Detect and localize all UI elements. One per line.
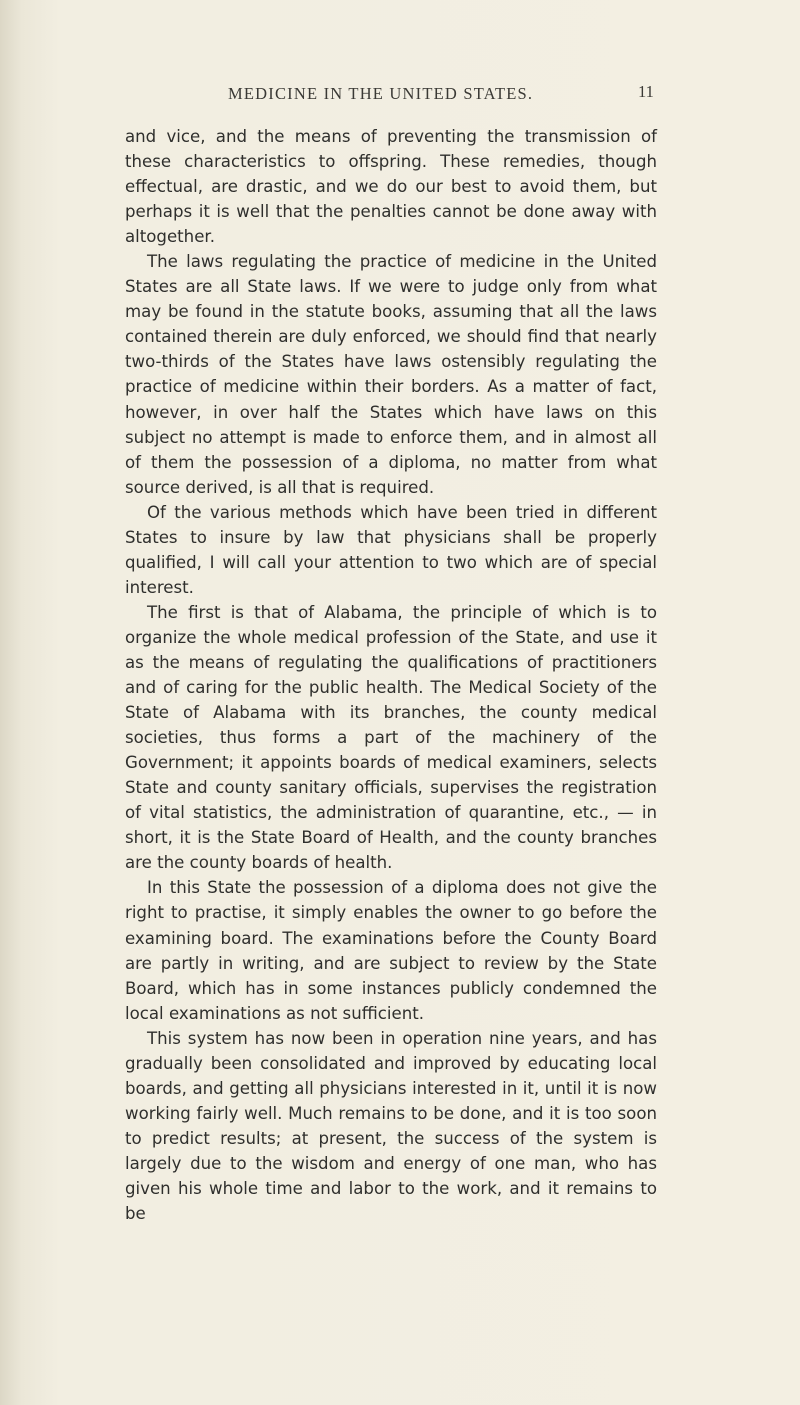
paragraph-diploma: In this State the possession of a diploma does not give the right to practise, it simply enables the owner to go before the examining board. The examinations before the County Board are partly in writing, and are subject to review by the State Board, which has in some instances publicly condemned the local examinations as not sufficient. [125,878,657,1023]
paragraph-system: This system has now been in operation nine years, and has gradually been consolidated and improved by educating local boards, and getting all physicians interested in it, until it is now working fairly well. Much remains to be done, and it is too soon to predict results; at present, the success of the system is largely due to the wisdom and energy of one man, who has given his whole time and labor to the work, and it remains to be [125,1028,657,1224]
page-number: 11 [638,82,654,101]
paragraph-alabama: The first is that of Alabama, the principle of which is to organize the whole medical profession of the State, and use it as the means of regulating the qualifications of practitioners and of caring for the public health. The Medical Society of the State of Alabama with its branches, the county medical societies, thus forms a part of the machinery of the Government; it appoints boards of medical examiners, selects State and county sanitary officials, supervises the registration of vital statistics, the administration of quarantine, etc., — in short, it is the State Board of Health, and the county branches are the county boards of health. [125,602,657,873]
running-head-title: MEDICINE IN THE UNITED STATES. [228,84,534,103]
paragraph-state-laws: The laws regulating the practice of medicine in the United States are all State laws. If we were to judge only from what may be found in the statute books, assuming that all the laws contained therein are duly enforced, we should find that nearly two-thirds of the States have laws ostensibly regulating the practice of medicine within their borders. As a matter of fact, however, in over half the States which have laws on this subject no attempt is made to enforce them, and in almost all of them the possession of a diploma, no matter from what source derived, is all that is required. [125,252,657,497]
body-text [125,124,657,1226]
paragraph-methods: Of the various methods which have been tried in different States to insure by law that physicians shall be properly qualified, I will call your attention to two which are of special interest. [125,502,657,597]
paragraph-continuation: and vice, and the means of preventing the transmission of these characteristics to offspring. These remedies, though effectual, are drastic, and we do our best to avoid them, but perhaps it is well that the penalties cannot be done away with altogether. [125,127,657,247]
